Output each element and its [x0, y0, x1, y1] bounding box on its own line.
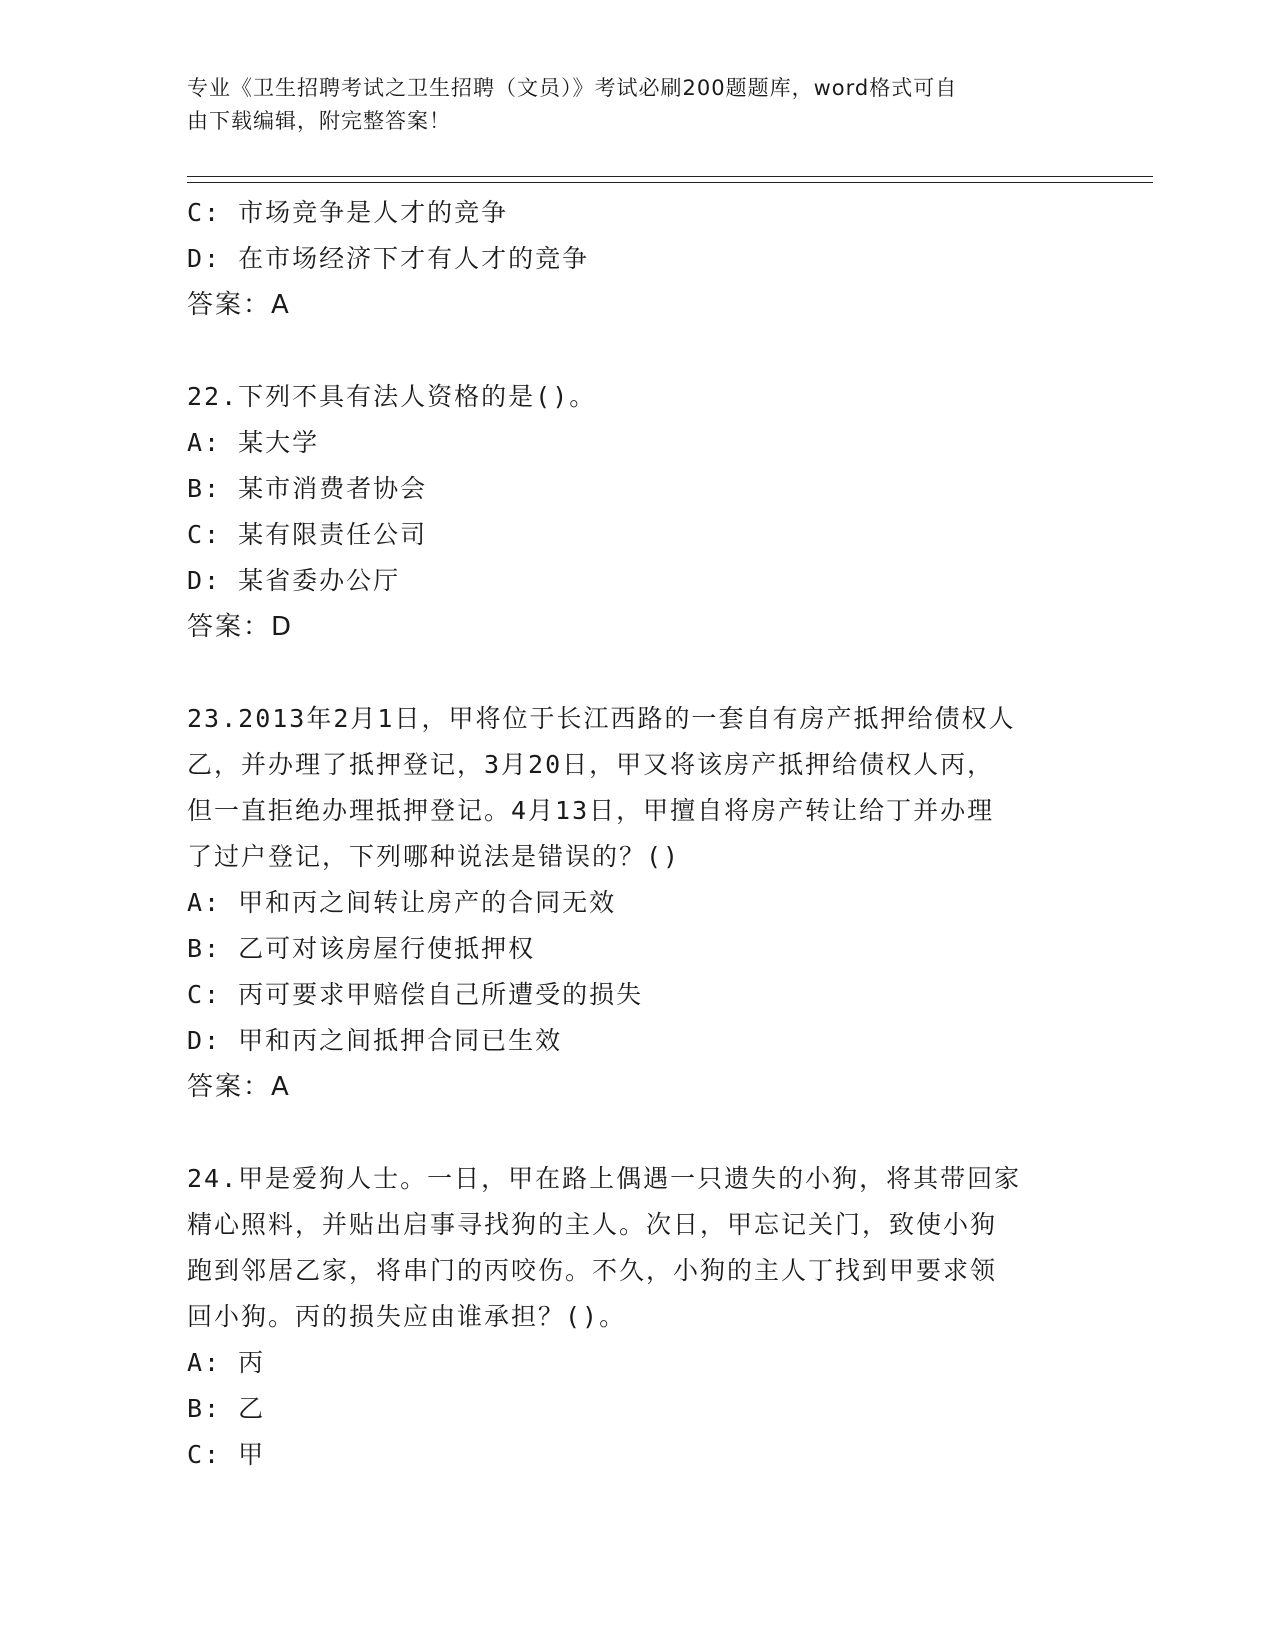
q24-option-a: A: 丙 [187, 1348, 266, 1377]
question-body [187, 190, 1087, 1478]
q23-stem-line-1: 23.2013年2月1日，甲将位于长江西路的一套自有房产抵押给债权人 [187, 704, 1016, 733]
q22-option-b: B: 某市消费者协会 [187, 474, 428, 503]
q23-option-c: C: 丙可要求甲赔偿自己所遭受的损失 [187, 980, 644, 1009]
document-header [187, 72, 1067, 138]
spacer [187, 1110, 1087, 1156]
q23-option-d: D: 甲和丙之间抵押合同已生效 [187, 1026, 563, 1055]
q23-stem-line-4: 了过户登记，下列哪种说法是错误的？() [187, 842, 681, 871]
q22-answer: 答案：D [187, 612, 294, 642]
q23-stem-line-2: 乙，并办理了抵押登记，3月20日，甲又将该房产抵押给债权人丙， [187, 750, 995, 779]
q23-stem-line-3: 但一直拒绝办理抵押登记。4月13日，甲擅自将房产转让给丁并办理 [187, 796, 995, 825]
q24-option-c: C: 甲 [187, 1440, 266, 1469]
header-divider-bottom [187, 182, 1153, 183]
q23-answer: 答案：A [187, 1072, 291, 1102]
q22-option-c: C: 某有限责任公司 [187, 520, 428, 549]
q22-stem: 22.下列不具有法人资格的是()。 [187, 382, 597, 411]
header-line-2: 由下载编辑，附完整答案！ [187, 109, 451, 133]
q24-stem-line-2: 精心照料，并贴出启事寻找狗的主人。次日，甲忘记关门，致使小狗 [187, 1210, 998, 1239]
q21-option-d: D: 在市场经济下才有人才的竞争 [187, 244, 590, 273]
q24-stem-line-1: 24.甲是爱狗人士。一日，甲在路上偶遇一只遗失的小狗，将其带回家 [187, 1164, 1022, 1193]
q22-option-a: A: 某大学 [187, 428, 320, 457]
spacer [187, 650, 1087, 696]
q23-option-b: B: 乙可对该房屋行使抵押权 [187, 934, 536, 963]
q21-answer: 答案：A [187, 290, 291, 320]
q24-stem-line-3: 跑到邻居乙家，将串门的丙咬伤。不久，小狗的主人丁找到甲要求领 [187, 1256, 998, 1285]
header-line-1: 专业《卫生招聘考试之卫生招聘（文员）》考试必刷200题题库，word格式可自 [187, 76, 958, 100]
q24-option-b: B: 乙 [187, 1394, 266, 1423]
q24-stem-line-4: 回小狗。丙的损失应由谁承担？()。 [187, 1302, 627, 1331]
q23-option-a: A: 甲和丙之间转让房产的合同无效 [187, 888, 617, 917]
q22-option-d: D: 某省委办公厅 [187, 566, 401, 595]
header-divider-top [187, 176, 1153, 177]
q21-option-c: C: 市场竞争是人才的竞争 [187, 198, 509, 227]
spacer [187, 328, 1087, 374]
